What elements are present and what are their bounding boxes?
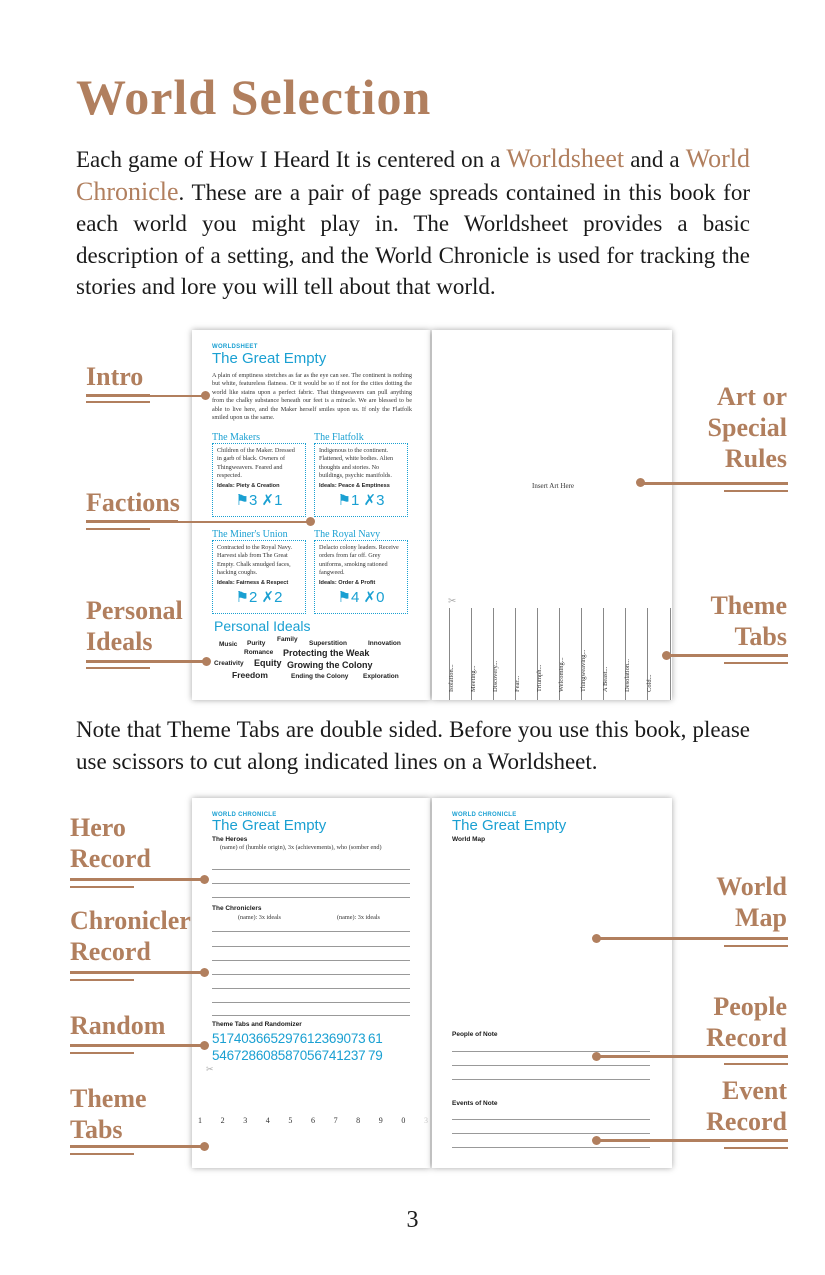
label-line: Art or [716,382,787,411]
tab-number: 4 [265,1116,270,1125]
label-underline [86,667,150,669]
people-heading: People of Note [452,1031,498,1038]
write-line [452,1051,650,1052]
faction-scores [217,588,301,606]
label-line: World [716,872,787,901]
sword-icon: ✗ [261,588,275,606]
ideal-word: Music [219,641,238,648]
page-title: World Selection [76,69,432,125]
faction-box [212,540,306,614]
theme-tab-label: Welcoming... [558,657,565,692]
faction-card [314,529,408,614]
label-line: Chronicler [70,906,191,935]
theme-tab[interactable] [559,608,582,700]
worldsheet-kicker: WORLDSHEET [212,344,258,350]
intro-text-2: and a [630,147,680,172]
chroniclers-hint: (name): 3x ideals [238,914,281,921]
callout-dot [636,478,645,487]
faction-ideals: Ideals: Fairness & Respect [217,579,289,586]
label-theme-tabs-2 [70,1083,147,1145]
ideal-word: Growing the Colony [287,660,373,670]
label-line: Theme [70,1084,147,1113]
faction-scores [319,491,403,509]
label-line: Event [722,1076,787,1105]
label-underline [70,1153,134,1155]
callout-dot [662,651,671,660]
theme-tab[interactable] [471,608,494,700]
label-underline [668,654,788,657]
page-number: 3 [406,1207,419,1233]
faction-ideals: Ideals: Order & Profit [319,579,376,586]
label-line: Tabs [70,1115,123,1144]
worldsheet-intro-text: A plain of emptiness stretches as far as the eye can see. The continent is nothing but white, featureless flatness. Or it would be so if not for the cities dotting the world like stains upon a perfect fabric. That thingweavers can pull anything from the chalky substance beneath our feet is a miracle. We are blessed to be able to live here, and the Maker herself smiles upon us. If only the Flatfolk smiled upon us the same. [212,372,412,422]
label-underline [86,520,178,523]
theme-tab-label: Discovery... [492,660,499,692]
events-heading: Events of Note [452,1100,498,1107]
heroes-hint: (name) of (humble origin), 3x (achievements), who (somber end) [220,844,382,851]
intro-text-1: Each game of How I Heard It is centered on a [76,147,501,172]
faction-score-b: 2 [274,588,283,606]
label-people-record [690,991,787,1053]
tab-number: 3 [423,1116,428,1125]
write-line [212,931,410,932]
label-line: Hero [70,813,126,842]
faction-desc: Contracted to the Royal Navy. Harvest slab from The Great Empty. Chalk smudged faces, hacking coughs. [217,544,293,577]
ideals-heading: Personal Ideals [214,618,311,634]
faction-card [314,432,408,517]
faction-desc: Children of the Maker. Dressed in garb of black. Owners of Thingweavers. Feared and respected. [217,447,295,480]
faction-score-a: 3 [249,491,258,509]
faction-box [212,443,306,517]
faction-ideals: Ideals: Peace & Emptiness [319,482,390,489]
tab-number: 8 [356,1116,361,1125]
write-line [212,869,410,870]
ideal-word: Romance [244,649,274,656]
callout-line [178,521,312,523]
write-line [212,946,410,947]
label-hero-record [70,812,151,874]
callout-dot [200,968,209,977]
random-digits-2: 546728608587056741237 79 [212,1048,383,1063]
write-line [212,1002,410,1003]
label-underline [70,886,134,888]
tab-number: 2 [220,1116,225,1125]
faction-score-a: 1 [351,491,360,509]
scissors-icon: ✂ [206,1065,214,1075]
theme-tab[interactable] [449,608,472,700]
sword-icon: ✗ [363,491,377,509]
label-line: Rules [724,444,787,473]
term-worldsheet: Worldsheet [506,144,625,173]
callout-dot [200,875,209,884]
label-underline [598,937,788,940]
faction-name: The Makers [212,432,261,443]
write-line [212,883,410,884]
label-underline [724,490,788,492]
label-line: Map [735,903,787,932]
label-line: Ideals [86,627,153,656]
chronicle-right-page [432,798,672,1168]
callout-dot [592,934,601,943]
frog-icon: ⚑ [337,491,351,509]
label-line: Record [70,844,151,873]
frog-icon: ⚑ [235,491,249,509]
write-line [452,1119,650,1120]
faction-score-a: 2 [249,588,258,606]
faction-box [314,540,408,614]
write-line [452,1147,650,1148]
label-factions: Factions [86,488,180,517]
label-underline [86,394,150,397]
theme-tab[interactable] [603,608,626,700]
ideal-word: Purity [247,640,266,647]
faction-score-b: 1 [274,491,283,509]
faction-name: The Flatfolk [314,432,364,443]
chroniclers-heading: The Chroniclers [212,905,262,912]
label-underline [642,482,788,485]
label-underline [70,971,204,974]
tab-number: 1 [198,1116,202,1125]
callout-dot [592,1136,601,1145]
term-world-chronicle: World Chronicle [76,144,751,206]
ideal-word: Ending the Colony [291,673,349,680]
theme-tab-label: A Beast... [602,666,609,692]
tab-number: 0 [401,1116,406,1125]
label-random: Random [70,1011,166,1040]
tab-number: 6 [310,1116,315,1125]
label-underline [724,1063,788,1065]
theme-tab[interactable] [537,608,560,700]
theme-tab-numbers [198,1116,428,1125]
chronicle-left-page [192,798,430,1168]
random-heading: Theme Tabs and Randomizer [212,1021,302,1028]
ideal-word: Creativity [214,660,244,667]
callout-line [150,395,206,397]
label-intro: Intro [86,362,144,391]
chronicle-kicker: WORLD CHRONICLE [452,812,517,818]
label-underline [70,1145,204,1148]
faction-card [212,529,306,614]
note-paragraph: Note that Theme Tabs are double sided. Before you use this book, please use scissors to cut along indicated lines on a Worldsheet. [76,717,750,774]
theme-tab-label: Thingweaving... [580,649,587,692]
sword-icon: ✗ [363,588,377,606]
random-digits-1: 517403665297612369073 61 [212,1031,383,1046]
label-underline [86,660,206,663]
label-underline [724,945,788,947]
ideal-word: Protecting the Weak [283,648,370,658]
write-line [212,897,410,898]
tab-number: 7 [333,1116,338,1125]
ideal-word: Equity [254,658,282,668]
chronicle-title: The Great Empty [452,817,567,834]
callout-dot [200,1142,209,1151]
faction-desc: Delacto colony leaders. Receive orders from far off. Grey uniforms, smoking rationed fangweed. [319,544,399,577]
intro-paragraph [76,143,750,303]
art-placeholder: Insert Art Here [532,482,574,490]
tab-number: 9 [378,1116,383,1125]
write-line [452,1133,650,1134]
chronicle-title: The Great Empty [212,817,327,834]
write-line [212,960,410,961]
faction-card [212,432,306,517]
label-line: Record [706,1107,787,1136]
callout-dot [592,1052,601,1061]
label-line: Special [707,413,787,442]
intro-text-3: . These are a pair of page spreads contained in this book for each world you might play in. The Worldsheet provides a basic description of a setting, and the World Chronicle is used for tracking the stories and lore you will tell about that world. [76,179,750,299]
label-theme-tabs [700,590,787,652]
sword-icon: ✗ [261,491,275,509]
label-line: People [713,992,787,1021]
frog-icon: ⚑ [235,588,249,606]
frog-icon: ⚑ [337,588,351,606]
theme-tab[interactable] [515,608,538,700]
faction-scores [217,491,301,509]
label-line: Tabs [734,622,787,651]
ideal-word: Superstition [309,640,347,647]
label-line: Record [70,937,151,966]
label-world-map [690,871,787,933]
theme-tab-label: Triumph... [536,664,543,692]
theme-tab-label: Desolation... [624,658,631,692]
write-line [212,1015,410,1016]
label-underline [70,979,134,981]
faction-desc: Indigenous to the continent. Flattened, white bodies. Alien thoughts and stories. No buildings, psychic manifolds. [319,447,394,480]
theme-tab[interactable] [625,608,648,700]
write-line [452,1065,650,1066]
write-line [212,988,410,989]
map-heading: World Map [452,836,486,843]
faction-score-b: 3 [376,491,385,509]
heroes-heading: The Heroes [212,836,248,843]
theme-tab-label: Meeting... [470,665,477,692]
label-chronicler-record [70,905,191,967]
label-line: Personal [86,596,183,625]
ideal-word: Freedom [232,670,268,680]
theme-tab[interactable] [581,608,604,700]
callout-dot [201,391,210,400]
label-underline [70,878,204,881]
scissors-icon: ✂ [448,596,457,607]
faction-score-b: 0 [376,588,385,606]
chroniclers-hint: (name): 3x ideals [337,914,380,921]
faction-score-a: 4 [351,588,360,606]
faction-name: The Miner's Union [212,529,288,540]
label-underline [70,1052,134,1054]
theme-tab-label: Cold... [646,674,653,692]
label-underline [70,1044,204,1047]
tab-number: 3 [243,1116,248,1125]
label-personal-ideals [86,595,183,657]
label-underline [598,1055,788,1058]
worldsheet-title: The Great Empty [212,350,327,367]
label-art [700,381,787,474]
label-line: Record [706,1023,787,1052]
label-underline [724,662,788,664]
faction-scores [319,588,403,606]
write-line [452,1079,650,1080]
label-underline [598,1139,788,1142]
chronicle-kicker: WORLD CHRONICLE [212,812,277,818]
faction-box [314,443,408,517]
callout-dot [200,1041,209,1050]
theme-tab-label: Isolation... [448,664,455,692]
ideal-word: Innovation [368,640,401,647]
ideal-word: Exploration [363,673,399,680]
tab-number: 5 [288,1116,293,1125]
callout-dot [202,657,211,666]
label-underline [86,528,150,530]
write-line [212,974,410,975]
label-underline [724,1147,788,1149]
ideal-word: Family [277,636,298,643]
faction-name: The Royal Navy [314,529,381,540]
label-line: Theme [710,591,787,620]
callout-dot [306,517,315,526]
theme-tab-label: Fear... [514,675,521,692]
label-underline [86,401,150,403]
faction-ideals: Ideals: Piety & Creation [217,482,280,489]
worldsheet-left-page [192,330,430,700]
theme-tab[interactable] [493,608,516,700]
label-event-record [690,1075,787,1137]
